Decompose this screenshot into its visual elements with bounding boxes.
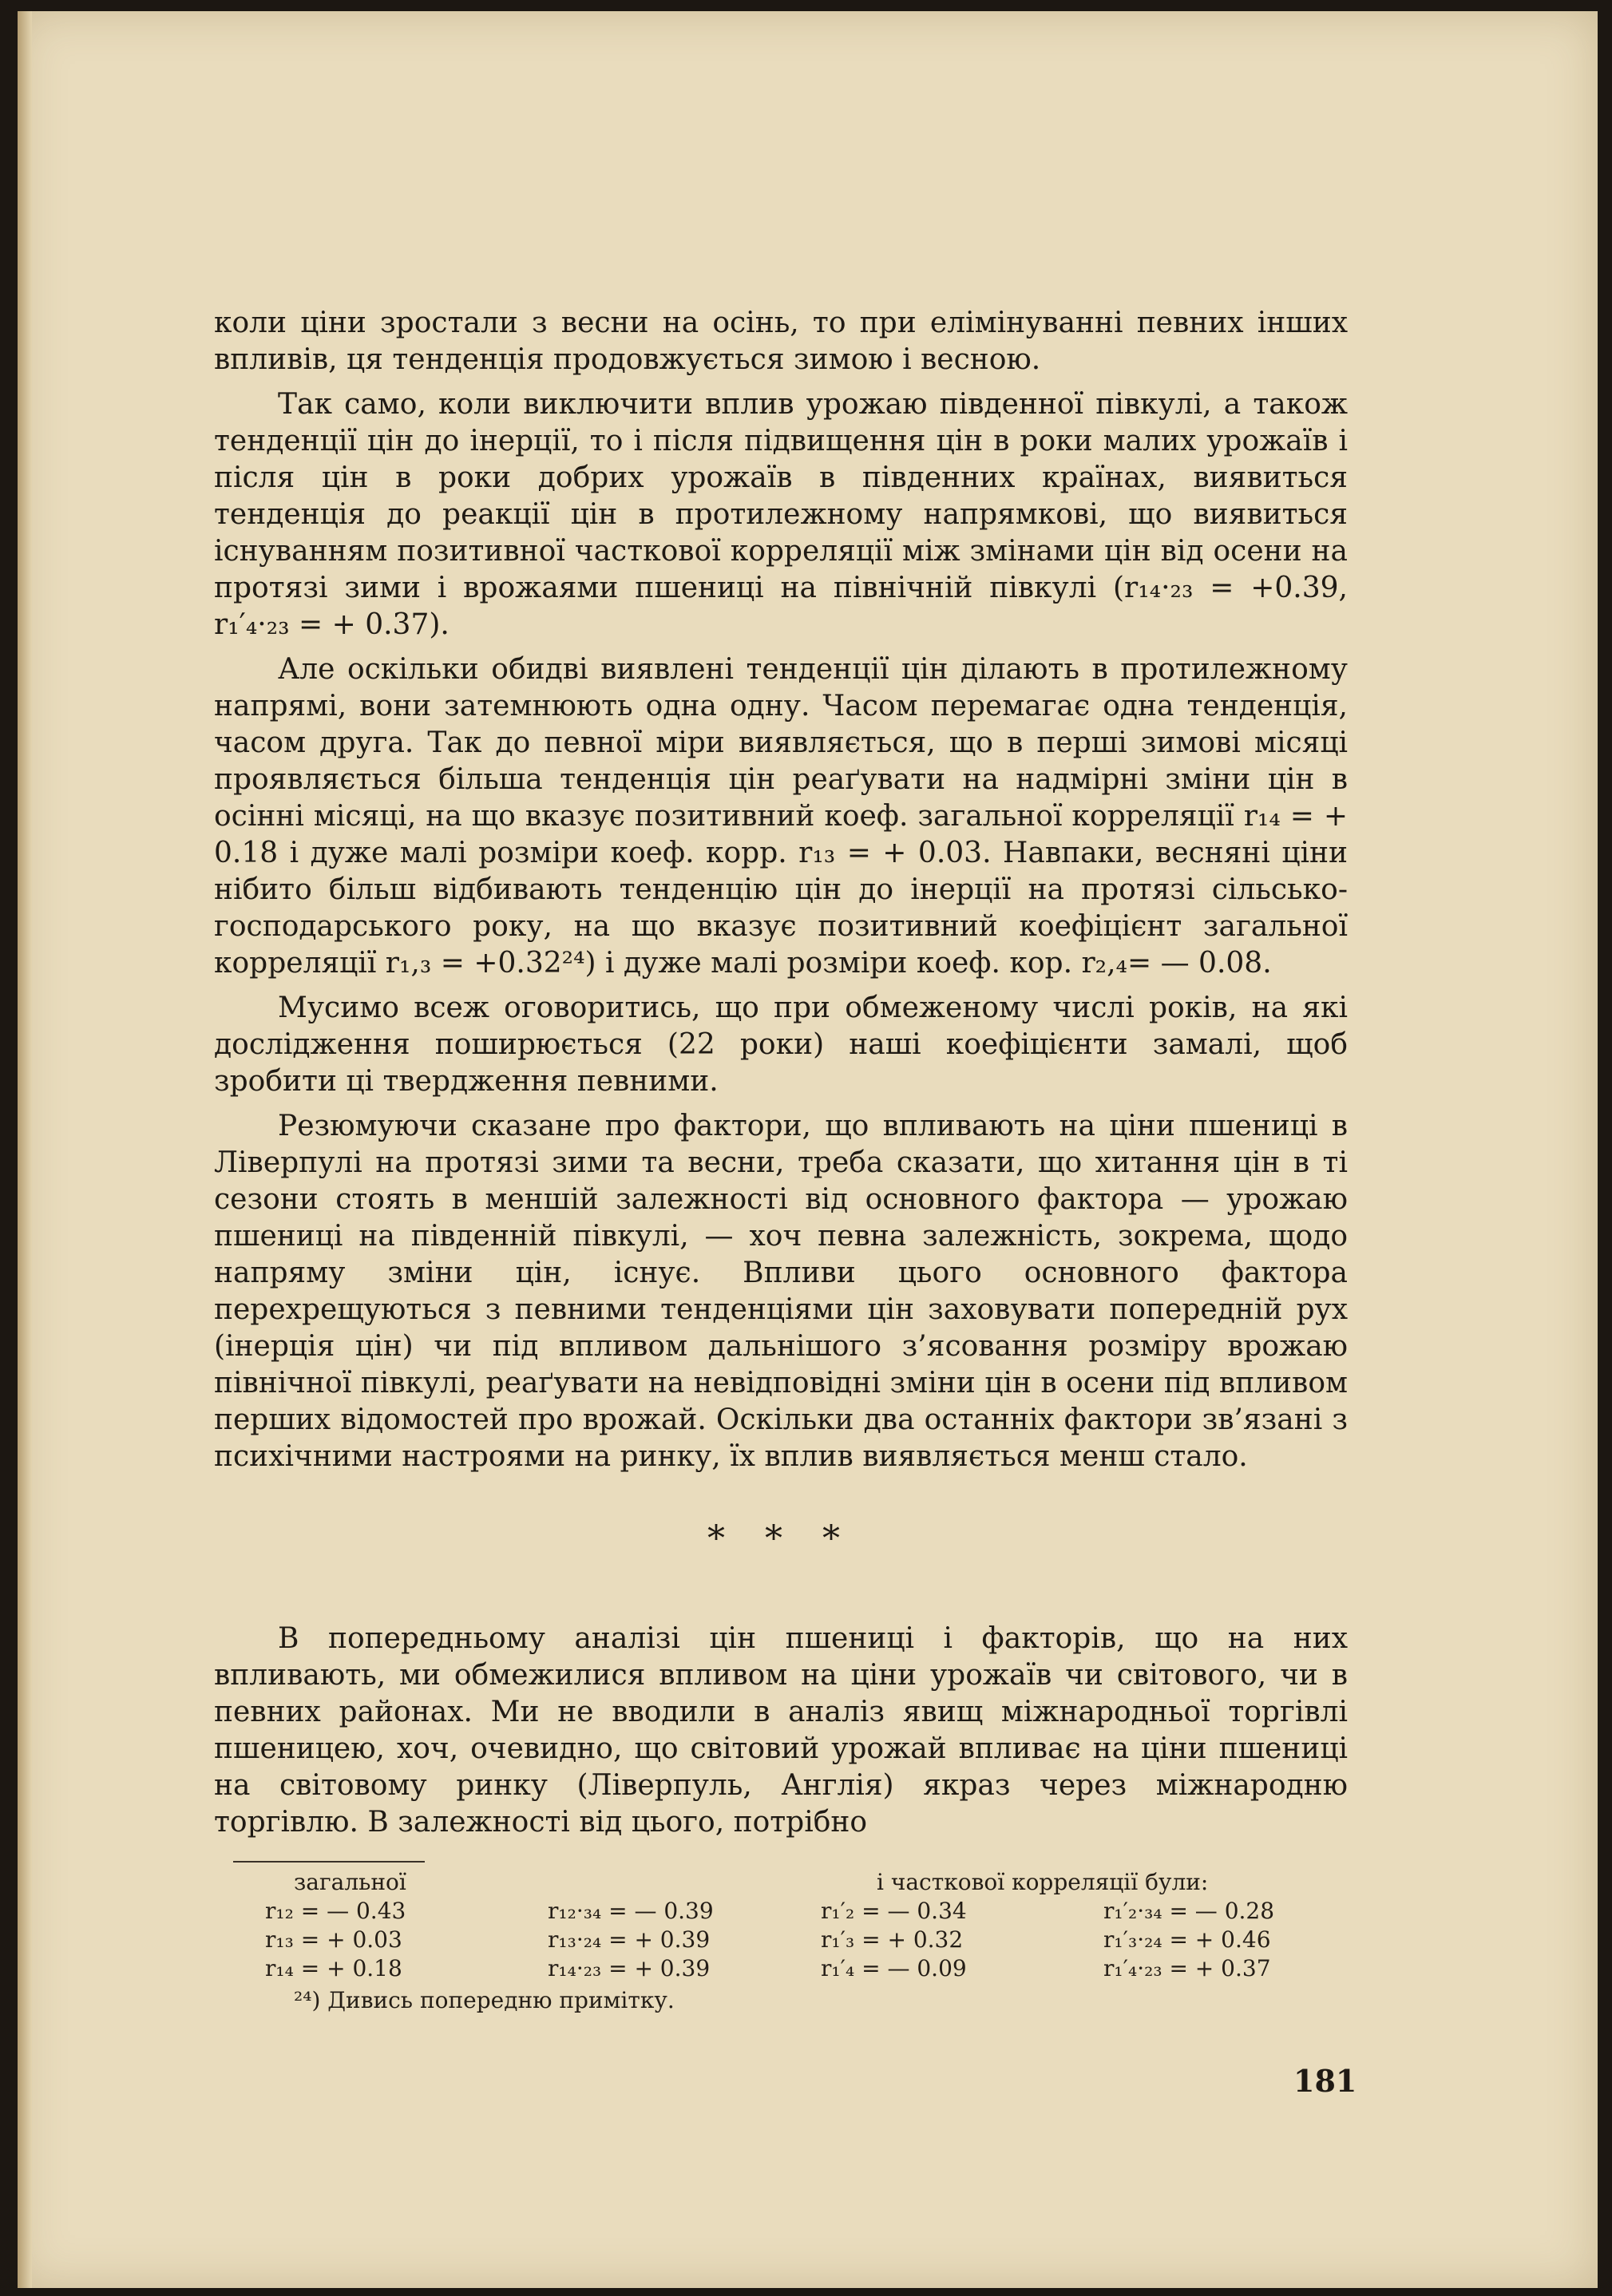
coefficient: r₁′₃·₂₄ = + 0.46 (1103, 1926, 1271, 1953)
paragraph-6: В попередньому аналізі цін пшениці і факторів, що на них впливають, ми обмежилися впливом на ціни урожаїв чи світового, чи в певних районах. Ми не вводили в аналіз явищ міжнародньої торгівлі пшеницею, хоч, очевидно, що світовий урожай впливає на ціни пшениці на світовому ринку (Ліверпуль, Англія) якраз через міжнародню торгівлю. В залежності від цього, потрібно (214, 1622, 1348, 1839)
coefficient: r₁₂·₃₄ = — 0.39 (548, 1898, 714, 1924)
binding-edge (18, 11, 32, 2288)
coefficient: r₁₃·₂₄ = + 0.39 (548, 1926, 711, 1953)
footnote-column-1 (265, 1897, 406, 1983)
paragraph-3: Але оскільки обидві виявлені тенденції цін ділають в протилежному напрямі, вони затемнюють одна одну. Часом перемагає одна тенденція, часом друга. Так до певної міри виявляється, що в перші зимові місяці проявляється більша тенденція цін реаґувати на надмірні зміни цін в осінні місяці, на що вказує позитивний коеф. загальної корреляції r₁₄ = + 0.18 і дуже малі розміри коеф. корр. r₁₃ = + 0.03. Навпаки, весняні ціни нібито більш відбивають тенденцію цін до інерції на протязі сільсько-господарського року, на що вказує позитивний коефіцієнт загальної корреляції r₁,₃ = +0.32²⁴) і дуже малі розміри коеф. кор. r₂,₄= — 0.08. (214, 653, 1348, 980)
paragraph-4: Мусимо всеж оговоритись, що при обмеженому числі років, на які дослідження поширюється (22 роки) наші коефіцієнти замалі, щоб зробити ці твердження певними. (214, 992, 1348, 1098)
footnote-rule (233, 1861, 425, 1863)
paragraph-1: коли ціни зростали з весни на осінь, то при елімінуванні певних інших впливів, ця тенденція продовжується зимою і весною. (214, 307, 1348, 376)
section-separator: * * * (707, 1518, 854, 1559)
coefficient: r₁₄·₂₃ = + 0.39 (548, 1955, 711, 1981)
page-number: 181 (1293, 2063, 1357, 2099)
footnote-note: ²⁴) Дивись попередню примітку. (294, 1987, 675, 2013)
paragraph-5: Резюмуючи сказане про фактори, що впливають на ціни пшениці в Ліверпулі на протязі зими та весни, треба сказати, що хитання цін в ті сезони стоять в меншій залежності від основного фактора — урожаю пшениці на південній півкулі, — хоч певна залежність, зокрема, щодо напряму зміни цін, існує. Впливи цього основного фактора перехрещуються з певними тенденціями цін заховувати попередній рух (інерція цін) чи під впливом дальнішого з’ясовання розміру врожаю північної півкулі, реаґувати на невідповідні зміни цін в осени під впливом перших відомостей про врожай. Оскільки два останніх фактори зв’язані з психічними настроями на ринку, їх вплив виявляється менш стало. (214, 1110, 1348, 1473)
main-text (214, 305, 1348, 1849)
footnote-heading-right: і часткової корреляції були: (877, 1869, 1209, 1895)
coefficient: r₁′₂·₃₄ = — 0.28 (1103, 1898, 1275, 1924)
scanned-page (18, 11, 1598, 2288)
coefficient: r₁′₄·₂₃ = + 0.37 (1103, 1955, 1271, 1981)
coefficient: r₁₂ = — 0.43 (265, 1898, 406, 1924)
coefficient: r₁′₂ = — 0.34 (821, 1898, 967, 1924)
footnote-column-3 (821, 1897, 967, 1983)
coefficient: r₁′₃ = + 0.32 (821, 1926, 964, 1953)
paragraph-2: Так само, коли виключити вплив урожаю південної півкулі, а також тенденції цін до інерції, то і після підвищення цін в роки малих урожаїв і після цін в роки добрих урожаїв в південних країнах, виявиться тенденція до реакції цін в протилежному напрямкові, що виявиться існуванням позитивної часткової корреляції між змінами цін від осени на протязі зими і врожаями пшениці на північній півкулі (r₁₄·₂₃ = +0.39, r₁′₄·₂₃ = + 0.37). (214, 388, 1348, 641)
footnote-column-2 (548, 1897, 714, 1983)
footnote-heading-left: загальної (294, 1869, 406, 1895)
footnote-column-4 (1103, 1897, 1274, 1983)
coefficient: r₁₄ = + 0.18 (265, 1955, 402, 1981)
coefficient: r₁′₄ = — 0.09 (821, 1955, 967, 1981)
coefficient: r₁₃ = + 0.03 (265, 1926, 402, 1953)
